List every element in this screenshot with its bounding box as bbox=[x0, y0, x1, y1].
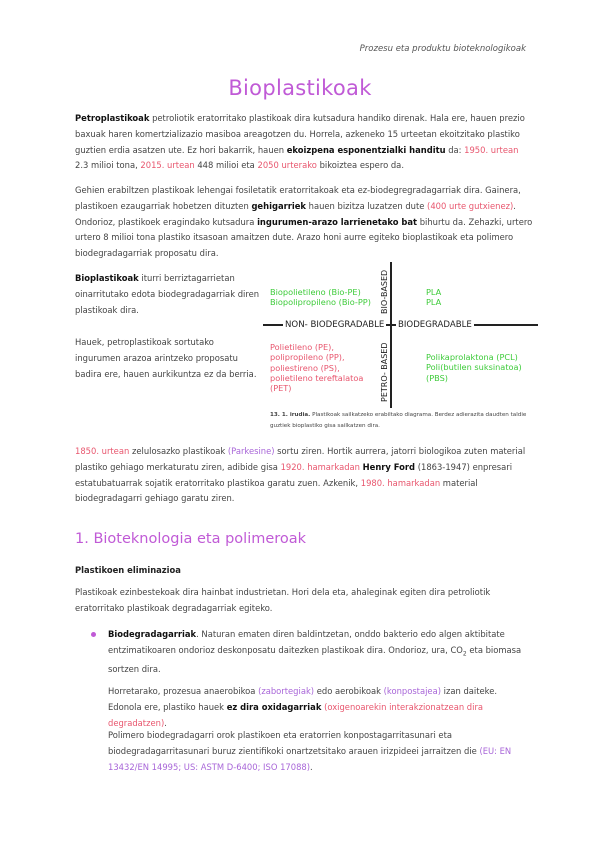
text: eta biomasa sortzen dira. bbox=[108, 644, 522, 675]
text: 2.3 milioi tona, bbox=[75, 160, 141, 171]
section-heading: 1. Bioteknologia eta polimeroak bbox=[75, 531, 307, 547]
year-1920: 1920. hamarkadan bbox=[280, 461, 360, 472]
paragraph-standards bbox=[108, 728, 533, 775]
term-exponential: ekoizpena esponentzialki handitu bbox=[286, 144, 446, 155]
quadrant-item: PLA bbox=[426, 287, 442, 297]
quadrant-item: (PET) bbox=[270, 383, 292, 394]
quadrant-petro-bio bbox=[426, 352, 522, 383]
term-petroplastikoak: Petroplastikoak bbox=[75, 113, 150, 123]
page-title: Bioplastikoak bbox=[228, 76, 372, 100]
text: . Ondorioz, plastikoek eragindako kutsadura bbox=[75, 200, 516, 227]
text: . Naturan ematen diren baldintzetan, onddo bakterio edo algen aktibitate entzimatikoaren ondorioz deskonposatu daitezken plastikoak dira. Ondorioz, ura, CO bbox=[108, 629, 505, 655]
classification-diagram bbox=[263, 262, 538, 410]
year-1950: 1950. urtean bbox=[464, 144, 519, 155]
quadrant-petro-non bbox=[270, 342, 363, 393]
year-1850: 1850. urtean bbox=[75, 446, 130, 456]
paragraph-fossil bbox=[75, 183, 533, 262]
text: . bbox=[310, 761, 313, 772]
quadrant-item: Biopolietileno (Bio-PE) bbox=[270, 287, 361, 297]
term-parkesine: (Parkesine) bbox=[227, 446, 275, 456]
text: iturri berriztagarrietan oinarritutako edota biodegradagarriak diren plastikoak dira. bbox=[75, 273, 260, 315]
quadrant-bio-bio bbox=[426, 287, 441, 308]
quadrant-item: polipropileno (PP), bbox=[270, 352, 345, 363]
quadrant-item: Polikaprolaktona (PCL) bbox=[426, 352, 518, 362]
text: zelulosazko plastikoak bbox=[129, 446, 228, 456]
paragraph-elimination bbox=[75, 585, 533, 617]
text: . bbox=[164, 717, 167, 728]
text: material biodegradagarri gehiago garatu ziren. bbox=[75, 477, 478, 504]
standards-list: (EU: EN 13432/EN 14995; US: ASTM D-6400; ISO 17088) bbox=[108, 745, 512, 772]
text: Gehien erabiltzen plastikoak lehengai fosiletatik eratorritakoak eta ez-biodegregradagarriak dira. Gainera, plastikoen ezaugarriak hobetzen dituzten bbox=[75, 185, 521, 211]
term-biodegradagarriak: Biodegradagarriak bbox=[108, 629, 197, 639]
year-2015: 2015. urtean bbox=[140, 160, 195, 171]
text: petroliotik eratorritako plastikoak dira kutsadura handiko direnak. Hala ere, hauen prezio baxuak haren komertzializazio masiboa areagotzen du. Horrela, azkeneko 15 urteetan ekoitzitako plastiko guztien erdia asatzen ute. Ez hori bakarrik, hauen bbox=[75, 113, 525, 155]
text: bihurtu da. Zehazki, urtero urtero 8 milioi tona plastiko itsasoan amaitzen dute. Arazo honi aurre egiteko bioplastikoak eta polimero biodegradagarriak proposatu dira. bbox=[75, 216, 533, 259]
text: hauen bizitza luzatzen dute bbox=[305, 200, 428, 211]
quadrant-item: polietileno tereftalatoa bbox=[270, 372, 364, 383]
subscript: 2 bbox=[462, 650, 467, 658]
subsection-heading: Plastikoen eliminazioa bbox=[75, 565, 181, 575]
text: Hauek, petroplastikoak sortutako ingurumen arazoa arintzeko proposatu badira ere, hauen aurkikuntza ez da berria. bbox=[75, 337, 257, 379]
term-konpostajea: (konpostajea) bbox=[383, 686, 441, 696]
bullet-biodegradable bbox=[108, 627, 533, 678]
caption-number: 13. 1. irudia. bbox=[270, 412, 311, 418]
label-biodegradable: BIODEGRADABLE bbox=[398, 320, 472, 330]
label-bio-based: BIO-BASED bbox=[380, 269, 389, 314]
figure-caption bbox=[270, 410, 540, 432]
caption-text: Plastikoak sailkatzeko erabiltako diagrama. Berdez adierazita daudten taldie guztiek bioplastiko gisa sailkatzen dira. bbox=[270, 412, 527, 429]
term-environment: ingurumen-arazo larrienetako bat bbox=[257, 216, 418, 227]
text: edo aerobikoak bbox=[314, 686, 384, 696]
paragraph-not-new bbox=[75, 335, 260, 382]
text: Plastikoak ezinbestekoak dira hainbat industrietan. Hori dela eta, ahaleginak egiten dira petroliotik eratorritako plastikoak degradagarriak egiteko. bbox=[75, 587, 491, 613]
quadrant-item: Biopolipropileno (Bio-PP) bbox=[270, 297, 371, 308]
year-1980: 1980. hamarkadan bbox=[360, 477, 441, 488]
paragraph-petroplastics bbox=[75, 111, 533, 174]
quadrant-bio-non bbox=[270, 287, 371, 308]
text: 448 milioi eta bbox=[194, 160, 258, 171]
year-2050: 2050 urterako bbox=[257, 160, 317, 171]
page-header: Prozesu eta produktu bioteknologikoak bbox=[359, 44, 526, 54]
text: sortu ziren. Hortik aurrera, jatorri biologikoa zuten material plastiko gehiago merkaturatu ziren, adibide gisa bbox=[75, 446, 526, 472]
text: izan daiteke. Edonola ere, plastiko hauek bbox=[108, 686, 498, 712]
quadrant-item: PLA bbox=[426, 297, 442, 308]
term-not-oxidizable: ez dira oxidagarriak bbox=[226, 701, 322, 712]
paragraph-history bbox=[75, 444, 533, 507]
note-oxygen: (oxigenoarekin interakzionatzean dira degradatzen) bbox=[108, 701, 484, 728]
text: bikoiztea espero da. bbox=[316, 160, 404, 171]
quadrant-item: Polietileno (PE), bbox=[270, 342, 334, 352]
term-henry-ford: Henry Ford bbox=[362, 461, 416, 472]
text: Horretarako, prozesua anaerobikoa bbox=[108, 686, 259, 696]
label-petro-based: PETRO- BASED bbox=[380, 342, 389, 402]
label-non-biodegradable: NON- BIODEGRADABLE bbox=[285, 320, 385, 330]
text: da: bbox=[445, 144, 465, 155]
bullet-dot bbox=[91, 632, 96, 637]
quadrant-item: poliestireno (PS), bbox=[270, 362, 340, 373]
paragraph-anaerobic bbox=[108, 684, 533, 731]
paragraph-bioplastics-def bbox=[75, 271, 265, 318]
quadrant-item: Poli(butilen suksinatoa) bbox=[426, 362, 522, 373]
term-gehigarriek: gehigarriek bbox=[251, 200, 306, 211]
note-400-years: (400 urte gutxienez) bbox=[427, 200, 514, 211]
quadrant-item: (PBS) bbox=[426, 372, 448, 383]
term-bioplastikoak: Bioplastikoak bbox=[75, 273, 139, 283]
vertical-axis bbox=[390, 262, 392, 408]
text: (1863-1947) enpresari estatubatuarrak sojatik eratorritako plastikoa garatu zuen. Azkenik, bbox=[75, 461, 513, 488]
text: Polimero biodegradagarri orok plastikoen eta eratorrien konpostagarritasunari eta biodegradagarritasunari buruz zientifikoki onartzetsitako arauen irizpideei jarraitzen die bbox=[108, 730, 480, 756]
term-zabortegiak: (zabortegiak) bbox=[258, 686, 315, 696]
